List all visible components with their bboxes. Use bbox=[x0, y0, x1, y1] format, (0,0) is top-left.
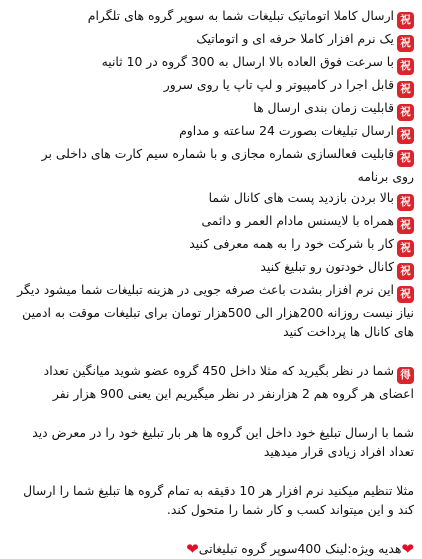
feature-text: ارسال تبلیغات بصورت 24 ساعته و مداوم bbox=[179, 123, 394, 138]
paragraph-line: تعداد افراد زیادی قرار میدهید bbox=[263, 443, 414, 459]
red-kanji-icon: 祝 bbox=[397, 104, 414, 121]
heart-icon: ❤ bbox=[186, 539, 199, 558]
red-kanji-icon: 祝 bbox=[397, 127, 414, 144]
schedule-paragraph bbox=[6, 481, 414, 519]
feature-item bbox=[6, 211, 414, 234]
red-kanji-icon: 祝 bbox=[397, 58, 414, 75]
feature-list bbox=[6, 6, 414, 341]
heart-icon: ❤ bbox=[401, 539, 414, 558]
feature-continuation: روی برنامه bbox=[357, 169, 414, 184]
gift-line bbox=[6, 539, 414, 559]
red-kanji-icon: 得 bbox=[397, 367, 414, 384]
gift-text: هدیه ویژه:لینک 400سوپر گروه تبلیغاتی bbox=[198, 540, 402, 556]
paragraph-line: کند و این میتواند کسب و کار شما را متحول کند. bbox=[166, 501, 414, 517]
feature-item bbox=[6, 144, 414, 167]
feature-text: با سرعت فوق العاده بالا ارسال به 300 گروه در 10 ثانیه bbox=[101, 54, 394, 69]
feature-item bbox=[6, 234, 414, 257]
feature-item bbox=[6, 257, 414, 280]
paragraph-line: مثلا تنظیم میکنید نرم افزار هر 10 دقیقه به تمام گروه ها تبلیغ شما را ارسال bbox=[23, 482, 414, 498]
feature-text: قابل اجرا در کامپیوتر و لپ تاپ یا روی سرور bbox=[163, 77, 394, 92]
feature-text: قابلیت فعالسازی شماره مجازی و با شماره سیم کارت های داخلی بر bbox=[41, 146, 394, 161]
feature-text: کانال خودتون رو تبلیغ کنید bbox=[260, 258, 394, 274]
feature-item bbox=[6, 52, 414, 75]
red-kanji-icon: 祝 bbox=[397, 286, 414, 303]
red-kanji-icon: 祝 bbox=[397, 194, 414, 211]
feature-continuation: نیاز نیست روزانه 200هزار الی 500هزار تومان برای تبلیغات موقت به ادمین bbox=[22, 304, 414, 320]
feature-item bbox=[6, 98, 414, 121]
red-kanji-icon: 祝 bbox=[397, 263, 414, 280]
feature-text: کار با شرکت خود را به همه معرفی کنید bbox=[189, 235, 394, 251]
paragraph-line: شما با ارسال تبلیغ خود داخل این گروه ها هر بار تبلیغ خود را در معرض دید bbox=[32, 424, 414, 440]
example-line: اعضای هر گروه هم 2 هزارنفر در نظر میگیریم این یعنی 900 هزار نفر bbox=[52, 385, 414, 401]
red-kanji-icon: 祝 bbox=[397, 12, 414, 29]
feature-item bbox=[6, 121, 414, 144]
reach-paragraph bbox=[6, 423, 414, 461]
feature-text: بالا بردن بازدید پست های کانال شما bbox=[208, 189, 394, 205]
feature-item bbox=[6, 280, 414, 303]
feature-text: یک نرم افزار کاملا حرفه ای و اتوماتیک bbox=[196, 31, 394, 46]
red-kanji-icon: 祝 bbox=[397, 150, 414, 167]
feature-item bbox=[6, 29, 414, 52]
feature-item bbox=[6, 75, 414, 98]
feature-text: قابلیت زمان بندی ارسال ها bbox=[253, 100, 394, 115]
feature-text: ارسال کاملا اتوماتیک تبلیغات شما به سوپر گروه های تلگرام bbox=[87, 8, 394, 23]
example-line: شما در نظر بگیرید که مثلا داخل 450 گروه عضو شوید میانگین تعداد bbox=[43, 362, 394, 378]
red-kanji-icon: 祝 bbox=[397, 240, 414, 257]
red-kanji-icon: 祝 bbox=[397, 81, 414, 98]
feature-text: همراه با لایسنس مادام العمر و دائمی bbox=[201, 212, 394, 228]
feature-item bbox=[6, 6, 414, 29]
red-kanji-icon: 祝 bbox=[397, 35, 414, 52]
feature-item bbox=[6, 188, 414, 211]
example-paragraph bbox=[6, 361, 414, 403]
feature-text: این نرم افزار بشدت باعث صرفه جویی در هزینه تبلیغات شما میشود دیگر bbox=[17, 281, 394, 297]
feature-continuation: های کانال ها پرداخت کنید bbox=[283, 323, 414, 339]
red-kanji-icon: 祝 bbox=[397, 217, 414, 234]
